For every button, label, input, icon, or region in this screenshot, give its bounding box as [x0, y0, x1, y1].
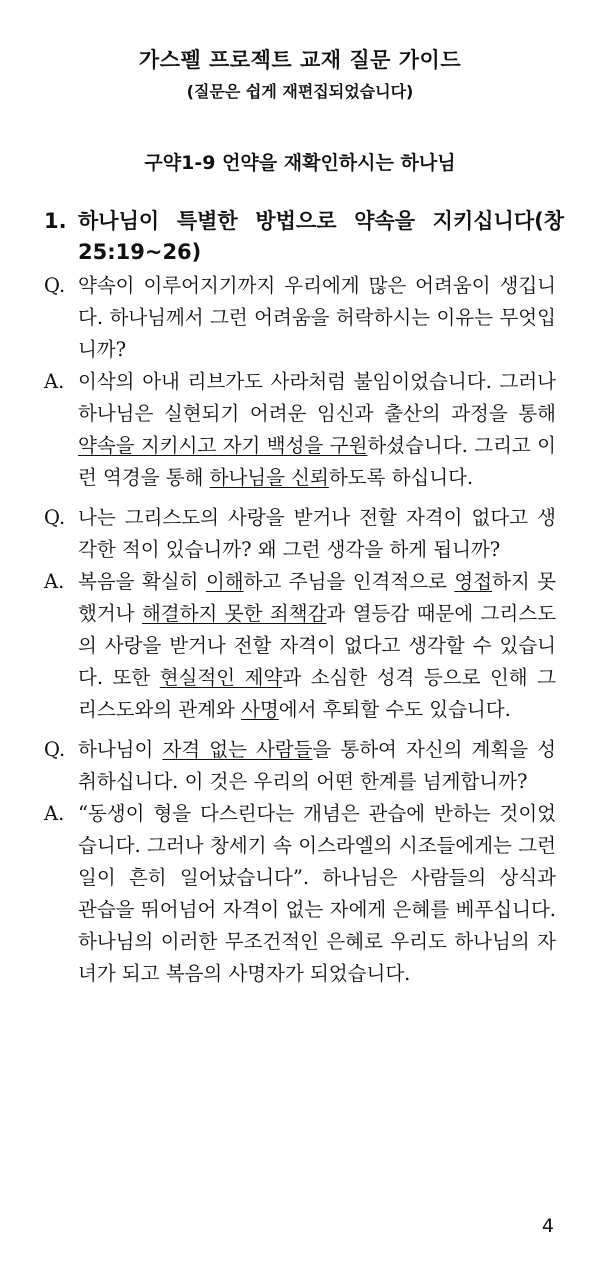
answer-block — [44, 798, 556, 990]
text-segment: 하도록 하십니다. — [328, 466, 474, 489]
text-segment: 하고 주님을 인격적으로 — [243, 570, 455, 593]
text-segment: 과 소심한 성격 등으로 인해 그 — [282, 666, 556, 689]
text-line — [78, 798, 556, 830]
answer-block — [44, 566, 556, 726]
text-line — [78, 398, 556, 430]
text-segment: 습니다. 그러나 창세기 속 이스라엘의 시조들에게는 그런 — [78, 834, 556, 857]
answer-block — [44, 366, 556, 494]
text-segment: 하셨습니다. 그리고 이 — [367, 434, 556, 457]
question-block — [44, 734, 556, 798]
document-title: 가스펠 프로젝트 교재 질문 가이드 — [138, 48, 462, 72]
text-segment: 이삭의 아내 리브가도 사라처럼 불임이었습니다. 그러나 — [78, 370, 556, 393]
text-line — [78, 302, 556, 334]
text-line — [78, 462, 556, 494]
question-marker: Q. — [44, 274, 66, 297]
text-segment: 런 역경을 통해 — [78, 466, 210, 489]
text-line — [78, 766, 556, 798]
text-segment: 복음을 확실히 — [78, 570, 206, 593]
document-subtitle: (질문은 쉽게 재편집되었습니다) — [186, 82, 414, 101]
text-segment: 했거나 — [78, 602, 142, 625]
text-line — [78, 958, 556, 990]
text-segment: 녀가 되고 복음의 사명자가 되었습니다. — [78, 962, 411, 985]
text-segment: “동생이 형을 다스린다는 개념은 관습에 반하는 것이었 — [78, 802, 556, 825]
text-segment: 하나님이 — [78, 738, 163, 761]
underlined-phrase: 사명 — [241, 698, 279, 721]
text-segment: 관습을 뛰어넘어 자격이 없는 자에게 은혜를 베푸십니다. — [78, 898, 556, 921]
text-segment: 약속이 이루어지기까지 우리에게 많은 어려움이 생깁니 — [78, 274, 556, 297]
text-segment: 리스도와의 관계와 — [78, 698, 242, 721]
text-line — [78, 270, 556, 302]
text-segment: 과 열등감 때문에 그리스도 — [326, 602, 556, 625]
text-segment: 의 사랑을 받거나 전할 자격이 없다고 생각할 수 있습니 — [78, 634, 556, 657]
question-marker: Q. — [44, 506, 66, 529]
text-segment: 하나님의 이러한 무조건적인 은혜로 우리도 하나님의 자 — [78, 930, 556, 953]
question-block — [44, 270, 556, 366]
text-segment: 하나님은 실현되기 어려운 임신과 출산의 과정을 통해 — [78, 402, 556, 425]
text-line — [78, 598, 556, 630]
underlined-phrase: 영접 — [454, 570, 493, 593]
underlined-phrase: 하나님을 신뢰 — [209, 466, 329, 489]
text-segment: 다. 또한 — [78, 666, 160, 689]
text-segment: 에서 후퇴할 수도 있습니다. — [278, 698, 511, 721]
text-segment: 나는 그리스도의 사랑을 받거나 전할 자격이 없다고 생 — [78, 506, 556, 529]
text-segment: 니까? — [78, 338, 127, 361]
underlined-phrase: 약속을 지키시고 자기 백성을 구원 — [78, 434, 368, 457]
text-segment: 하지 못 — [492, 570, 557, 593]
answer-marker: A. — [44, 802, 65, 825]
underlined-phrase: 이해 — [205, 570, 244, 593]
text-line — [78, 694, 556, 726]
text-line — [78, 630, 556, 662]
text-segment: 다. 하나님께서 그런 어려움을 허락하시는 이유는 무엇입 — [78, 306, 556, 329]
underlined-phrase: 자격 없는 사람들 — [162, 738, 313, 761]
answer-marker: A. — [44, 370, 65, 393]
underlined-phrase: 해결하지 못한 죄책감 — [141, 602, 327, 625]
page-number: 4 — [541, 1215, 554, 1237]
section-title: 구약1-9 언약을 재확인하시는 하나님 — [144, 152, 456, 174]
text-segment: 각한 적이 있습니까? 왜 그런 생각을 하게 됩니까? — [78, 538, 501, 561]
text-line — [78, 734, 556, 766]
heading-text: 하나님이 특별한 방법으로 약속을 지키십니다(창 — [78, 209, 564, 233]
text-line — [78, 662, 556, 694]
text-line — [78, 926, 556, 958]
text-line — [78, 830, 556, 862]
text-line — [78, 566, 556, 598]
text-line — [78, 502, 556, 534]
question-block — [44, 502, 556, 566]
underlined-phrase: 현실적인 제약 — [159, 666, 283, 689]
text-line — [78, 534, 556, 566]
text-segment: 취하십니다. 이 것은 우리의 어떤 한계를 넘게합니까? — [78, 770, 528, 793]
text-line — [78, 430, 556, 462]
heading-reference: 25:19~26) — [78, 240, 202, 264]
text-line — [78, 334, 556, 366]
text-line — [78, 366, 556, 398]
answer-marker: A. — [44, 570, 65, 593]
text-segment: 일이 흔히 일어났습니다”. 하나님은 사람들의 상식과 — [78, 866, 556, 889]
text-line — [78, 862, 556, 894]
text-line — [78, 894, 556, 926]
question-marker: Q. — [44, 738, 66, 761]
text-segment: 을 통하여 자신의 계획을 성 — [312, 738, 556, 761]
heading-number: 1. — [44, 209, 67, 233]
